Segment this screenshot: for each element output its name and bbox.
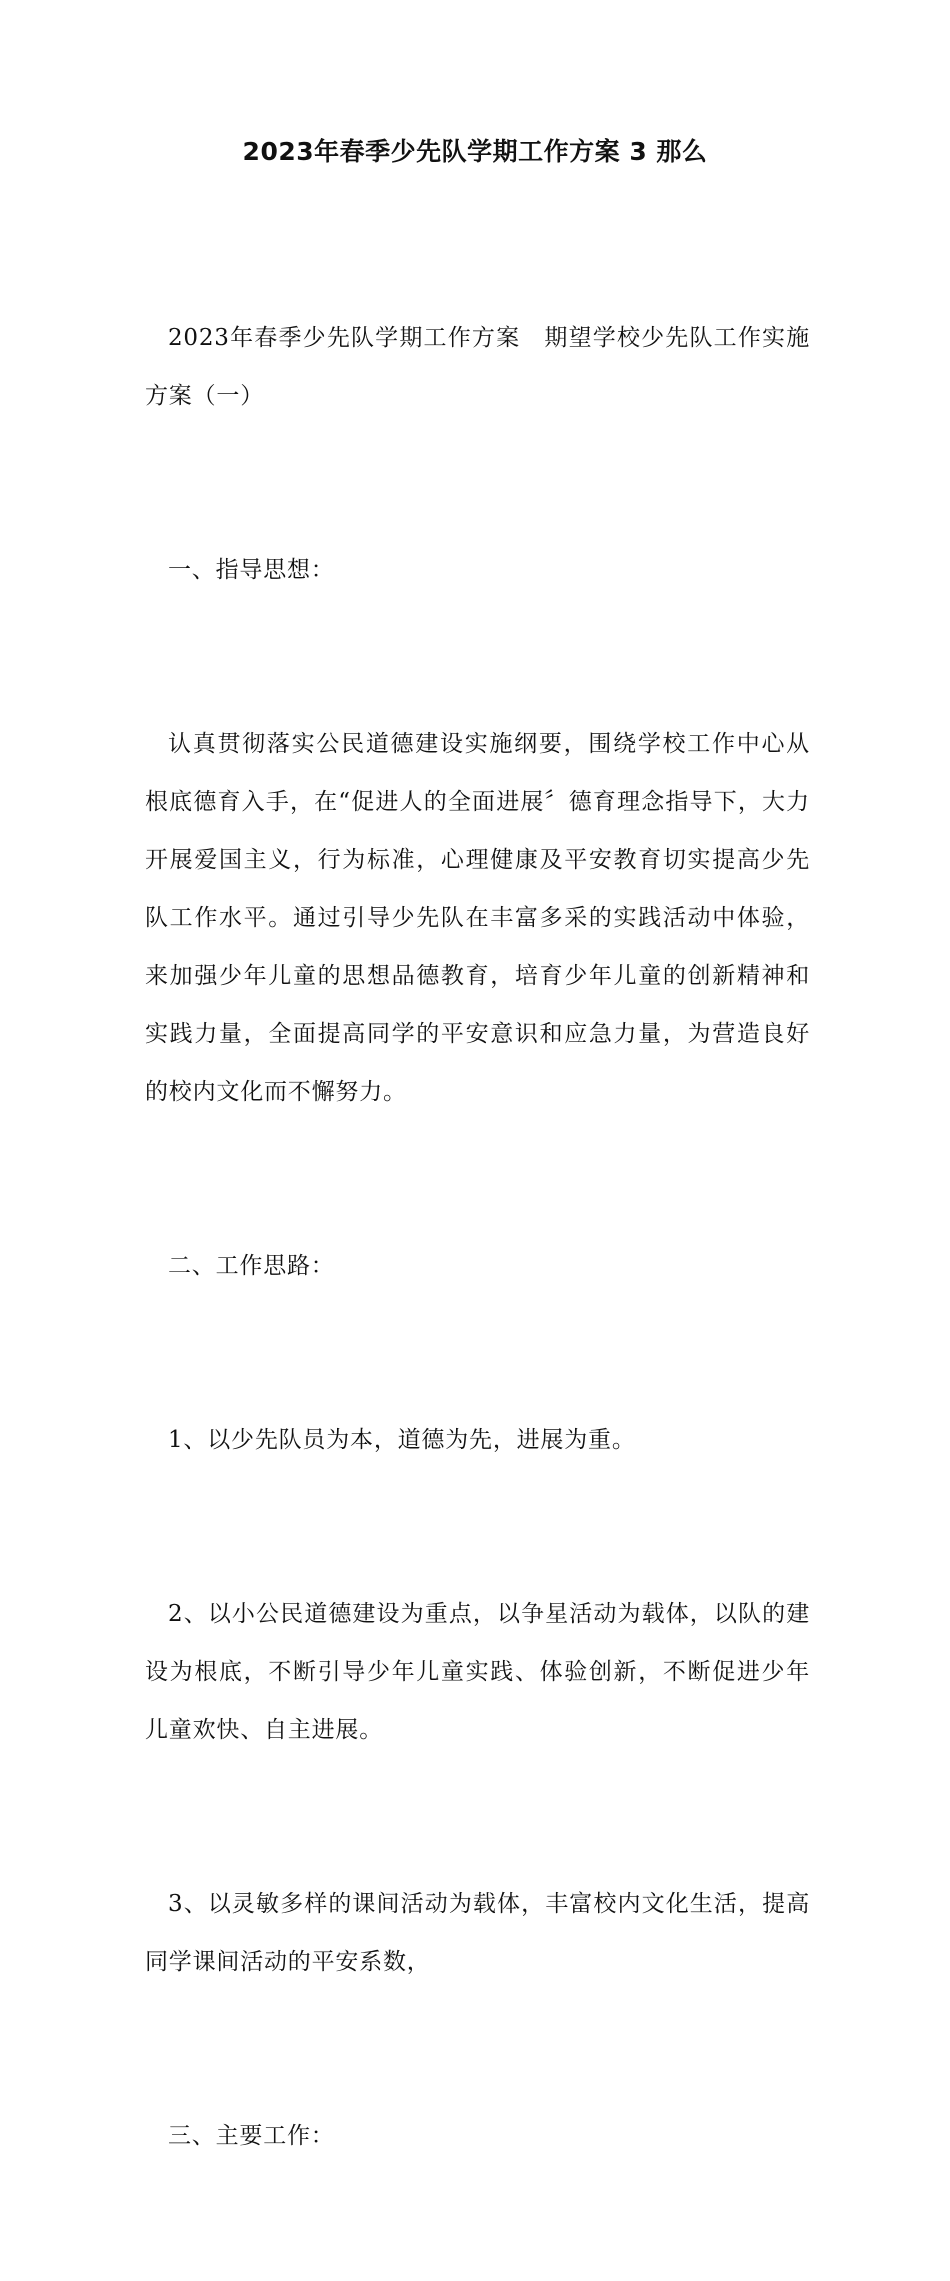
document-title: 2023年春季少先队学期工作方案 3 那么 bbox=[242, 137, 708, 166]
paragraph-subtitle: 2023年春季少先队学期工作方案 期望学校少先队工作实施方案（一） bbox=[145, 325, 810, 409]
document-body bbox=[145, 193, 810, 2281]
paragraph-guiding-ideology: 认真贯彻落实公民道德建设实施纲要，围绕学校工作中心从根底德育入手，在“促进人的全面进展〞德育理念指导下，大力开展爱国主义，行为标准，心理健康及平安教育切实提高少先队工作水平。通过引导少先队在丰富多采的实践活动中体验，来加强少年儿童的思想品德教育，培育少年儿童的创新精神和实践力量，全面提高同学的平安意识和应急力量，为营造良好的校内文化而不懈努力。 bbox=[145, 731, 810, 1105]
list-item-1: 1、以少先队员为本，道德为先，进展为重。 bbox=[168, 1427, 636, 1453]
heading-main-work: 三、主要工作： bbox=[168, 2123, 335, 2149]
list-item-3: 3、以灵敏多样的课间活动为载体，丰富校内文化生活，提高同学课间活动的平安系数， bbox=[145, 1891, 810, 1975]
heading-work-approach: 二、工作思路： bbox=[168, 1253, 335, 1279]
list-item-2: 2、以小公民道德建设为重点，以争星活动为载体，以队的建设为根底，不断引导少年儿童实践、体验创新，不断促进少年儿童欢快、自主进展。 bbox=[145, 1601, 810, 1743]
heading-guiding-ideology: 一、指导思想： bbox=[168, 557, 335, 583]
